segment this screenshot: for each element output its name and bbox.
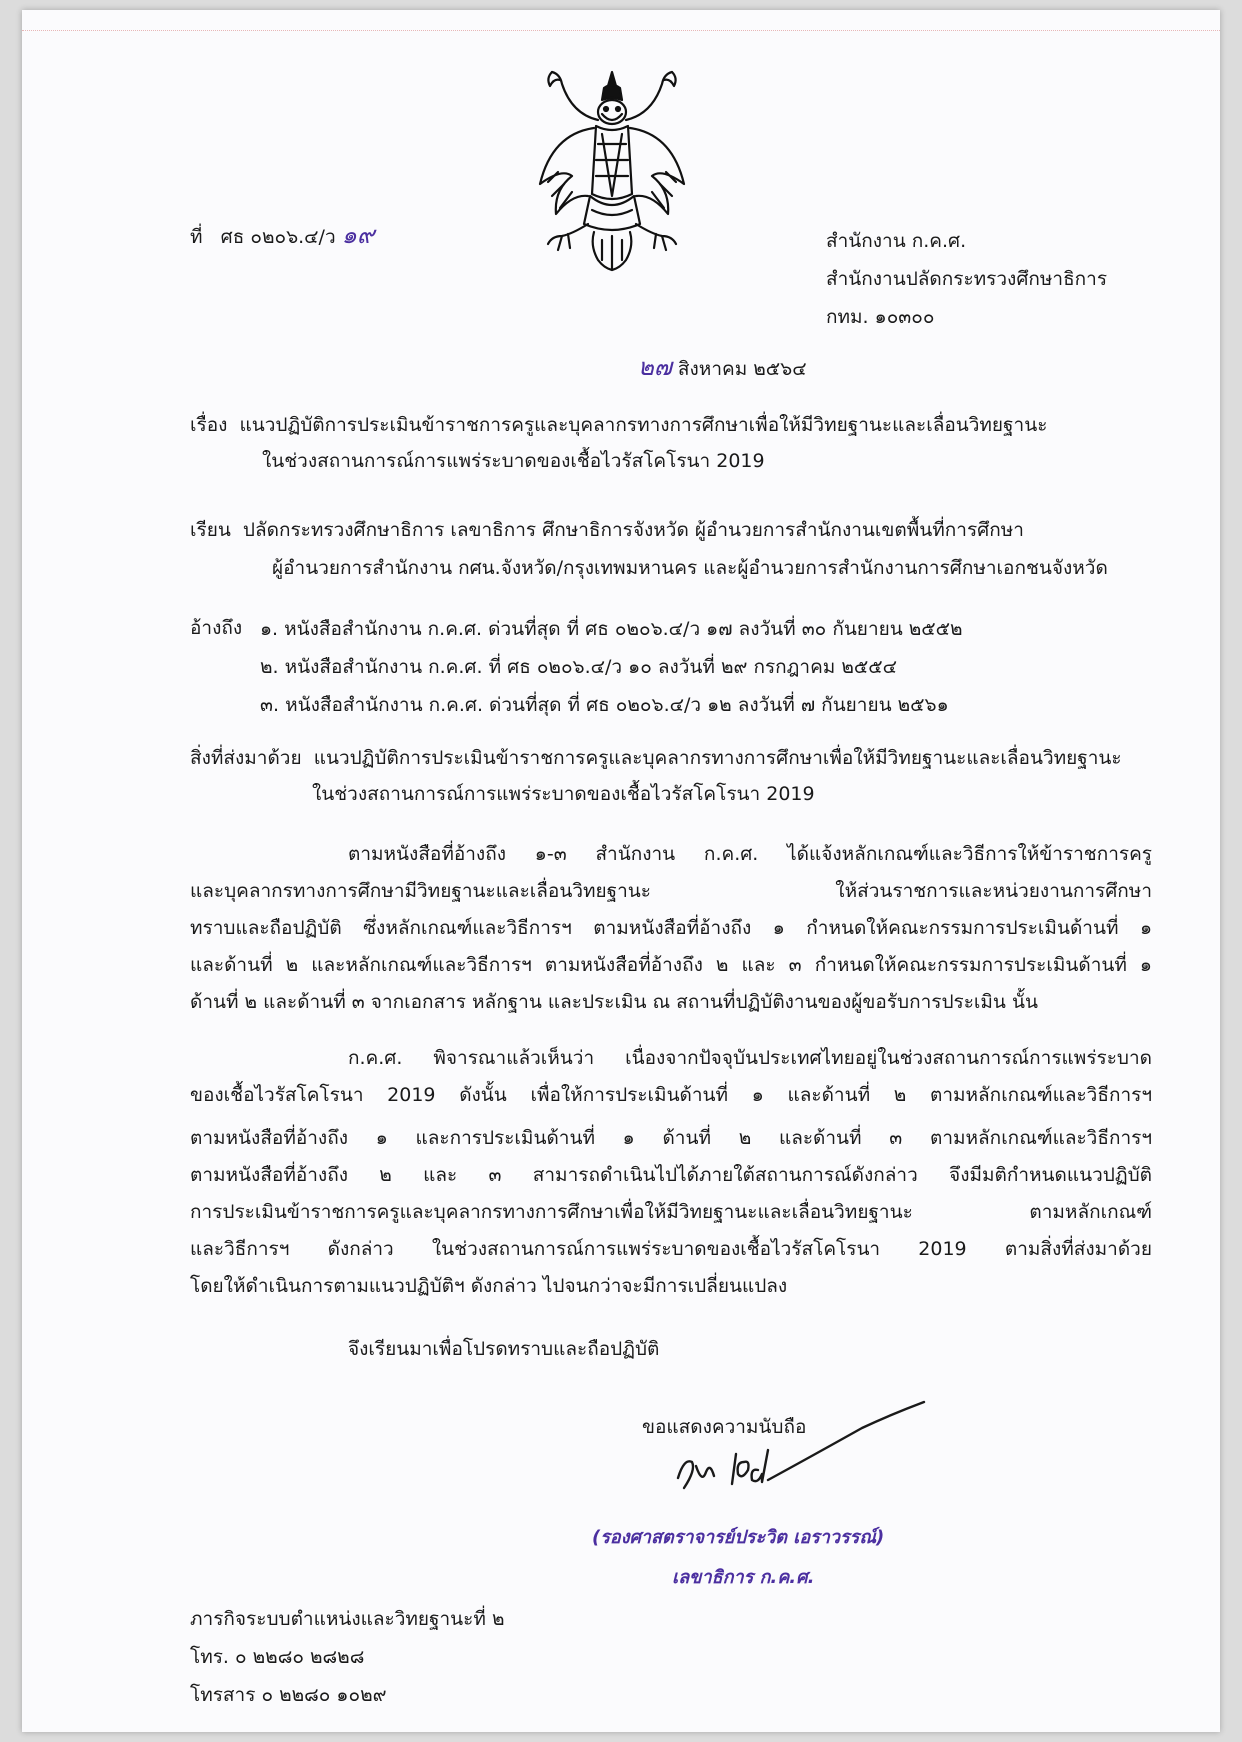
- paragraph-line: ตามหนังสือที่อ้างถึง ๒ และ ๓ สามารถดำเนินไปได้ภายใต้สถานการณ์ดังกล่าว จึงมีมติกำหนดแนวปฏิบัติ: [190, 1164, 1152, 1186]
- enclosure-line: แนวปฏิบัติการประเมินข้าราชการครูและบุคลากรทางการศึกษาเพื่อให้มีวิทยฐานะและเลื่อนวิทยฐานะ: [313, 747, 1122, 769]
- recipient-label: เรียน: [190, 519, 231, 541]
- reference-item: ๑. หนังสือสำนักงาน ก.ค.ศ. ด่วนที่สุด ที่ ศธ ๐๒๐๖.๔/ว ๑๗ ลงวันที่ ๓๐ กันยายน ๒๕๕๒: [260, 618, 963, 640]
- recipient-line: ปลัดกระทรวงศึกษาธิการ เลขาธิการ ศึกษาธิการจังหวัด ผู้อำนวยการสำนักงานเขตพื้นที่การศึกษา: [242, 519, 1024, 541]
- enclosure-line: ในช่วงสถานการณ์การแพร่ระบาดของเชื้อไวรัสโคโรนา 2019: [312, 783, 815, 805]
- date-month-year: สิงหาคม ๒๕๖๔: [677, 358, 807, 380]
- garuda-emblem-icon: [532, 64, 692, 274]
- body-paragraph-1: [190, 836, 1152, 1021]
- document-number: [190, 222, 374, 250]
- document-page: [22, 10, 1220, 1732]
- paragraph-line: ของเชื้อไวรัสโคโรนา 2019 ดังนั้น เพื่อให้การประเมินด้านที่ ๑ และด้านที่ ๒ ตามหลักเกณฑ์และวิธีการฯ: [190, 1084, 1152, 1106]
- paragraph-line: ด้านที่ ๒ และด้านที่ ๓ จากเอกสาร หลักฐาน และประเมิน ณ สถานที่ปฏิบัติงานของผู้ขอรับการประเมิน นั้น: [190, 991, 1038, 1013]
- body-paragraph-2: [190, 1040, 1152, 1305]
- recipient-line: ผู้อำนวยการสำนักงาน กศน.จังหวัด/กรุงเทพมหานคร และผู้อำนวยการสำนักงานการศึกษาเอกชนจังหวัด: [272, 557, 1108, 579]
- paragraph-line: และด้านที่ ๒ และหลักเกณฑ์และวิธีการฯ ตามหนังสือที่อ้างถึง ๒ และ ๓ กำหนดให้คณะกรรมการประเมินด้านที่ ๑: [190, 954, 1152, 976]
- salutation: ขอแสดงความนับถือ: [642, 1416, 807, 1438]
- references-list: [260, 610, 963, 724]
- footer-contact: [190, 1600, 504, 1714]
- subject-line: แนวปฏิบัติการประเมินข้าราชการครูและบุคลากรทางการศึกษาเพื่อให้มีวิทยฐานะและเลื่อนวิทยฐานะ: [239, 414, 1048, 436]
- reference-item: ๒. หนังสือสำนักงาน ก.ค.ศ. ที่ ศธ ๐๒๐๖.๔/ว ๑๐ ลงวันที่ ๒๙ กรกฎาคม ๒๕๕๔: [260, 656, 898, 678]
- document-date: [638, 354, 807, 382]
- date-handwritten-day: ๒๗: [638, 353, 672, 381]
- doc-number-prefix: ที่: [190, 226, 203, 248]
- paragraph-line: โดยให้ดำเนินการตามแนวปฏิบัติฯ ดังกล่าว ไปจนกว่าจะมีการเปลี่ยนแปลง: [190, 1275, 788, 1297]
- signatory-name: (รองศาสตราจารย์ประวิต เอราวรรณ์): [592, 1527, 885, 1548]
- references-label: อ้างถึง: [190, 617, 243, 639]
- enclosure-block: [190, 740, 1122, 776]
- sender-address: [826, 222, 1107, 336]
- paragraph-line: ทราบและถือปฏิบัติ ซึ่งหลักเกณฑ์และวิธีการฯ ตามหนังสือที่อ้างถึง ๑ กำหนดให้คณะกรรมการประเมินด้านที่ ๑: [190, 917, 1152, 939]
- paragraph-line: ตามหนังสือที่อ้างถึง ๑ และการประเมินด้านที่ ๑ ด้านที่ ๒ และด้านที่ ๓ ตามหลักเกณฑ์และวิธีการฯ: [190, 1127, 1152, 1149]
- sender-line: สำนักงาน ก.ค.ศ.: [826, 230, 967, 252]
- handwritten-signature: [662, 1388, 932, 1503]
- sender-line: สำนักงานปลัดกระทรวงศึกษาธิการ: [826, 268, 1108, 290]
- reference-item: ๓. หนังสือสำนักงาน ก.ค.ศ. ด่วนที่สุด ที่ ศธ ๐๒๐๖.๔/ว ๑๒ ลงวันที่ ๗ กันยายน ๒๕๖๑: [260, 694, 949, 716]
- doc-number-handwritten: ๑๙: [341, 221, 375, 249]
- subject-block: [190, 407, 1047, 443]
- doc-number-code: ศธ ๐๒๐๖.๔/ว: [220, 226, 336, 248]
- subject-line: ในช่วงสถานการณ์การแพร่ระบาดของเชื้อไวรัสโคโรนา 2019: [262, 450, 765, 472]
- footer-line: โทร. ๐ ๒๒๘๐ ๒๘๒๘: [190, 1646, 365, 1668]
- recipient-block: [190, 512, 1024, 548]
- paragraph-line: ตามหนังสือที่อ้างถึง ๑-๓ สำนักงาน ก.ค.ศ. ได้แจ้งหลักเกณฑ์และวิธีการให้ข้าราชการครู: [348, 843, 1152, 865]
- sender-line: กทม. ๑๐๓๐๐: [826, 306, 935, 328]
- paragraph-line: การประเมินข้าราชการครูและบุคลากรทางการศึกษาเพื่อให้มีวิทยฐานะและเลื่อนวิทยฐานะ ตามหลักเกณฑ์: [190, 1201, 1152, 1223]
- paragraph-line: ก.ค.ศ. พิจารณาแล้วเห็นว่า เนื่องจากปัจจุบันประเทศไทยอยู่ในช่วงสถานการณ์การแพร่ระบาด: [348, 1047, 1152, 1069]
- footer-line: ภารกิจระบบตำแหน่งและวิทยฐานะที่ ๒: [190, 1608, 505, 1630]
- paragraph-line: และบุคลากรทางการศึกษามีวิทยฐานะและเลื่อนวิทยฐานะ ให้ส่วนราชการและหน่วยงานการศึกษา: [190, 880, 1152, 902]
- footer-line: โทรสาร ๐ ๒๒๘๐ ๑๐๒๙: [190, 1684, 387, 1706]
- subject-label: เรื่อง: [190, 414, 228, 436]
- closing-line: จึงเรียนมาเพื่อโปรดทราบและถือปฏิบัติ: [348, 1338, 660, 1360]
- paragraph-line: และวิธีการฯ ดังกล่าว ในช่วงสถานการณ์การแพร่ระบาดของเชื้อไวรัสโคโรนา 2019 ตามสิ่งที่ส่งมาด้วย: [190, 1238, 1152, 1260]
- signatory-title: เลขาธิการ ก.ค.ศ.: [672, 1567, 815, 1588]
- enclosure-label: สิ่งที่ส่งมาด้วย: [190, 747, 302, 769]
